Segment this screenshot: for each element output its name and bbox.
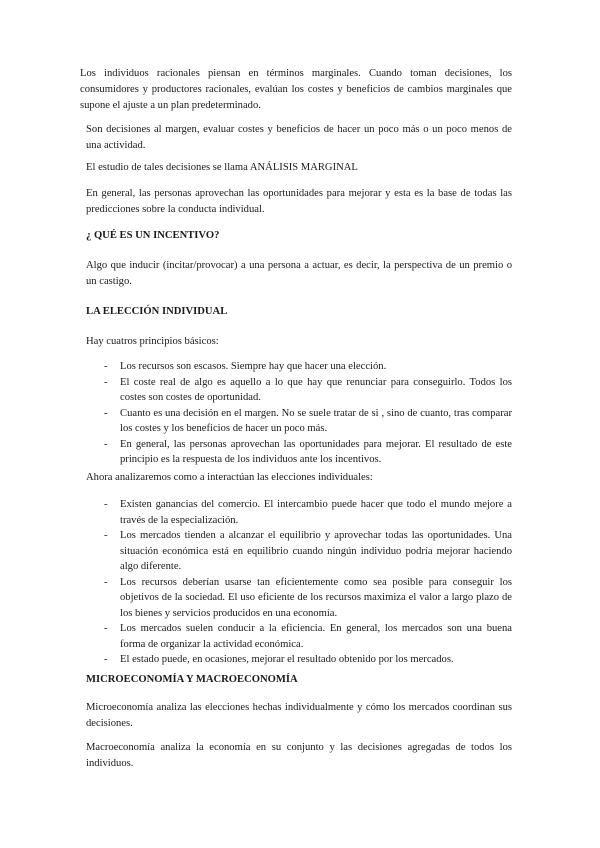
list-item: - Existen ganancias del comercio. El intercambio puede hacer que todo el mundo mejore a través de la especialización.: [104, 499, 512, 526]
bullet-dash: -: [104, 499, 108, 510]
paragraph-interactions-intro: Ahora analizaremos como a interactúan las elecciones individuales:: [86, 472, 373, 483]
list-item: - Los mercados suelen conducir a la eficiencia. En general, los mercados son una buena forma de organizar la actividad económica.: [104, 623, 512, 650]
paragraph-opportunities: En general, las personas aprovechan las oportunidades para mejorar y esta es la base de todas las predicciones sobre la conducta individual.: [86, 188, 512, 215]
list-item: - Los recursos deberían usarse tan eficientemente como sea posible para conseguir los objetivos de la sociedad. El uso eficiente de los recursos maximiza el valor a largo plazo de los bienes y servicios producidos en una economía.: [104, 576, 512, 619]
paragraph-marginal-analysis: El estudio de tales decisiones se llama ANÁLISIS MARGINAL: [86, 162, 358, 173]
bullet-dash: -: [104, 576, 108, 588]
bullet-dash: -: [104, 376, 108, 388]
bullet-dash: -: [104, 654, 108, 665]
interactions-list: [86, 497, 512, 668]
list-item: - En general, las personas aprovechan las oportunidades para mejorar. El resultado de este principio es la respuesta de los individuos ante los incentivos.: [104, 438, 512, 465]
heading-individual-choice: LA ELECCIÓN INDIVIDUAL: [86, 306, 228, 317]
bullet-dash: -: [104, 623, 108, 634]
list-item: - El coste real de algo es aquello a lo que hay que renunciar para conseguirlo. Todos los costes son costes de oportunidad.: [104, 376, 512, 403]
list-item: - El estado puede, en ocasiones, mejorar el resultado obtenido por los mercados.: [86, 652, 512, 668]
heading-micro-macro: MICROECONOMÍA Y MACROECONOMÍA: [86, 674, 298, 685]
list-item: - Los mercados tienden a alcanzar el equilibrio y aprovechar todas las oportunidades. Una situación económica está en equilibrio cuando ningún individuo podría mejorar haciendo algo diferente.: [104, 530, 512, 572]
paragraph-macroeconomics: Macroeconomía analiza la economía en su conjunto y las decisiones agregadas de todos los individuos.: [86, 742, 512, 769]
principles-list: [86, 359, 512, 468]
paragraph-principles-intro: Hay cuatros principios básicos:: [86, 336, 219, 347]
paragraph-microeconomics: Microeconomía analiza las elecciones hechas individualmente y cómo los mercados coordinan sus decisiones.: [86, 702, 512, 729]
list-item: - Los recursos son escasos. Siempre hay que hacer una elección.: [86, 359, 512, 375]
list-item: - Cuanto es una decisión en el margen. No se suele tratar de si , sino de cuanto, tras comparar los costes y los beneficios de hacer un poco más.: [104, 407, 512, 434]
bullet-dash: -: [104, 530, 108, 541]
paragraph-margin: Son decisiones al margen, evaluar costes y beneficios de hacer un poco más o un poco menos de una actividad.: [86, 124, 512, 151]
bullet-dash: -: [104, 407, 108, 419]
paragraph-incentive: Algo que inducir (incitar/provocar) a una persona a actuar, es decir, la perspectiva de un premio o un castigo.: [86, 260, 512, 287]
bullet-dash: -: [104, 361, 108, 372]
bullet-dash: -: [104, 438, 108, 450]
paragraph-intro: Los individuos racionales piensan en términos marginales. Cuando toman decisiones, los consumidores y productores racionales, evalúan los costes y beneficios de cambios marginales que supone el ajuste a un plan predeterminado.: [80, 68, 512, 111]
heading-incentive: ¿ QUÉ ES UN INCENTIVO?: [86, 230, 220, 241]
